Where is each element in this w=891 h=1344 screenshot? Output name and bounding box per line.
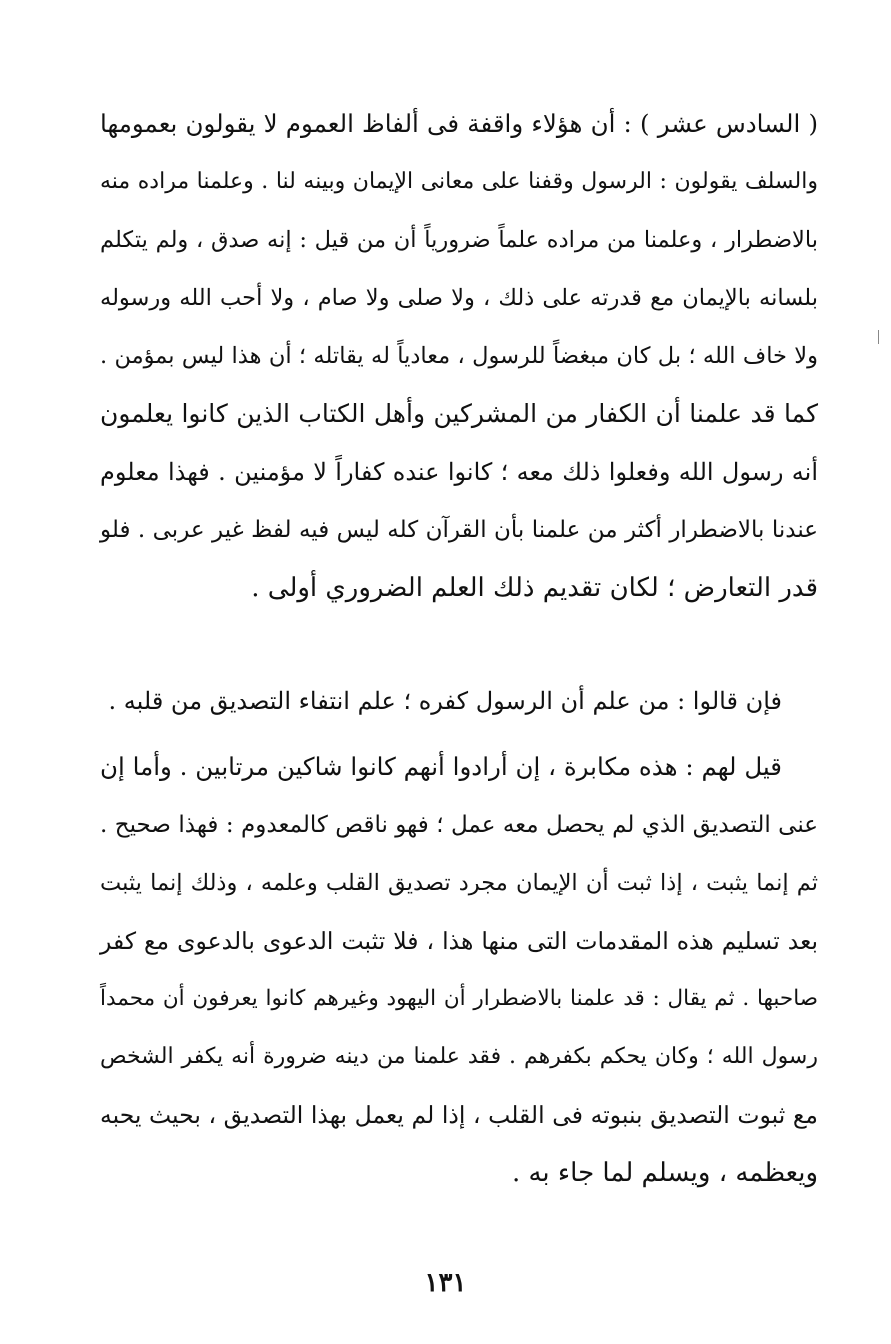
text-line: قيل لهم : هذه مكابرة ، إن أرادوا أنهم كانوا شاكين مرتابين . وأما إن xyxy=(100,752,782,781)
text-line: رسول الله ؛ وكان يحكم بكفرهم . فقد علمنا من دينه ضرورة أنه يكفر الشخص xyxy=(100,1044,818,1069)
text-line: عندنا بالاضطرار أكثر من علمنا بأن القرآن كله ليس فيه لفظ غير عربى . فلو xyxy=(100,517,818,543)
paragraph-objection xyxy=(100,672,818,730)
text-line: قدر التعارض ؛ لكان تقديم ذلك العلم الضروري أولى . xyxy=(251,573,818,603)
text-line: ثم إنما يثبت ، إذا ثبت أن الإيمان مجرد تصديق القلب وعلمه ، وذلك إنما يثبت xyxy=(100,870,818,896)
text-line: بعد تسليم هذه المقدمات التى منها هذا ، فلا تثبت الدعوى بالدعوى مع كفر xyxy=(100,927,818,955)
text-line: أنه رسول الله وفعلوا ذلك معه ؛ كانوا عنده كفاراً لا مؤمنين . فهذا معلوم xyxy=(100,458,818,486)
text-line: ولا خاف الله ؛ بل كان مبغضاً للرسول ، معادياً له يقاتله ؛ أن هذا ليس بمؤمن . xyxy=(100,343,818,369)
text-line: عنى التصديق الذي لم يحصل معه عمل ؛ فهو ناقص كالمعدوم : فهذا صحيح . xyxy=(100,812,818,838)
text-line: مع ثبوت التصديق بنبوته فى القلب ، إذا لم يعمل بهذا التصديق ، بحيث يحبه xyxy=(100,1101,818,1129)
text-line: كما قد علمنا أن الكفار من المشركين وأهل الكتاب الذين كانوا يعلمون xyxy=(100,399,818,428)
text-line: فإن قالوا : من علم أن الرسول كفره ؛ علم انتفاء التصديق من قلبه . xyxy=(108,687,782,715)
text-line: بلسانه بالإيمان مع قدرته على ذلك ، ولا صلى ولا صام ، ولا أحب الله ورسوله xyxy=(100,285,818,311)
text-line: ويعظمه ، ويسلم لما جاء به . xyxy=(511,1158,818,1188)
text-line: صاحبها . ثم يقال : قد علمنا بالاضطرار أن اليهود وغيرهم كانوا يعرفون أن محمداً xyxy=(100,986,818,1011)
text-line: ( السادس عشر ) : أن هؤلاء واقفة فى ألفاظ العموم لا يقولون بعمومها xyxy=(100,109,818,138)
page-edge-mark xyxy=(878,330,879,344)
paragraph-reply xyxy=(100,738,818,1202)
paragraph-sixteenth-point xyxy=(100,95,818,617)
text-line: بالاضطرار ، وعلمنا من مراده علماً ضرورياً أن من قيل : إنه صدق ، ولم يتكلم xyxy=(100,227,818,253)
text-line: والسلف يقولون : الرسول وقفنا على معانى الإيمان وبينه لنا . وعلمنا مراده منه xyxy=(100,169,818,194)
page-number: ١٣١ xyxy=(424,1268,467,1298)
